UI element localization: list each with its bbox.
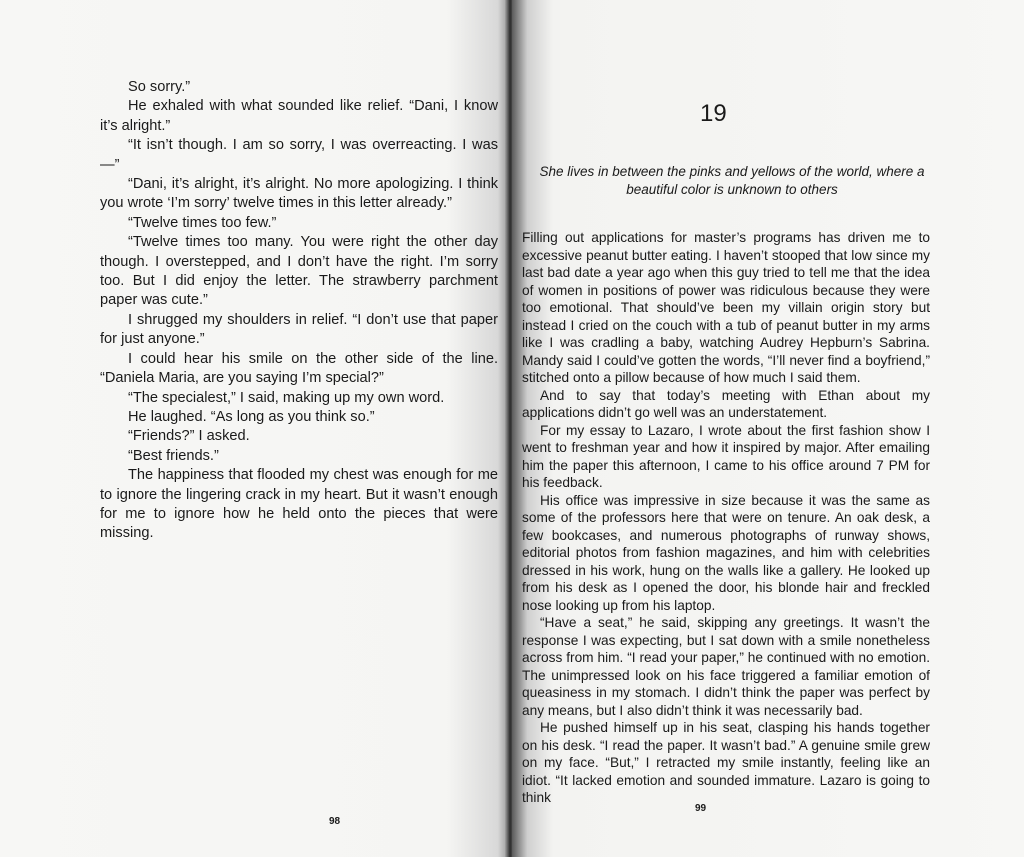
right-paragraph-1: Filling out applications for master’s programs has driven me to excessive peanut butter eating. I haven’t stooped that low since my last bad date a year ago when this guy tried to tell me that the idea of women in positions of power was ridiculous because they were too emotional. That should’ve been my villain origin story but instead I cried on the couch with a tub of peanut butter in my arms like I was cradling a baby, watching Audrey Hepburn’s Sabrina. Mandy said I could’ve gotten the words, “I’ll never find a boyfriend,” stitched onto a pillow because of how much I said them. xyxy=(522,230,930,385)
left-page xyxy=(0,0,508,857)
right-paragraph-2: And to say that today’s meeting with Ethan about my applications didn’t go well was an understatement. xyxy=(522,387,930,420)
left-paragraph-9: “The specialest,” I said, making up my own word. xyxy=(128,389,445,406)
left-paragraph-1: So sorry.” xyxy=(128,79,191,95)
left-paragraph-10: He laughed. “As long as you think so.” xyxy=(128,408,375,425)
right-page-text xyxy=(522,229,930,807)
chapter-number: 19 xyxy=(700,100,727,127)
left-paragraph-3: “It isn’t though. I am so sorry, I was overreacting. I was—” xyxy=(100,137,498,173)
left-page-number: 98 xyxy=(329,816,341,827)
chapter-epigraph: She lives in between the pinks and yellows of the world, where a beautiful color is unknown to others xyxy=(539,164,925,197)
right-paragraph-4: His office was impressive in size because it was the same as some of the professors here that were on tenure. An oak desk, a few bookcases, and numerous photographs of runway shows, editorial photos from fashion magazines, and him with celebrities dressed in his work, hung on the walls like a gallery. He looked up from his desk as I opened the door, his blonde hair and freckled nose looking up from his laptop. xyxy=(522,492,930,613)
left-page-text xyxy=(100,78,498,544)
right-paragraph-6: He pushed himself up in his seat, clasping his hands together on his desk. “I read the paper. It wasn’t bad.” A genuine smile grew on my face. “But,” I retracted my smile instantly, feeling like an idiot. “It lacked emotion and sounded immature. Lazaro is going to think xyxy=(522,720,930,805)
left-paragraph-4: “Dani, it’s alright, it’s alright. No more apologizing. I think you wrote ‘I’m sorry’ twelve times in this letter already.” xyxy=(100,176,498,212)
left-paragraph-8: I could hear his smile on the other side of the line. “Daniela Maria, are you saying I’m special?” xyxy=(100,350,498,387)
left-paragraph-5: “Twelve times too few.” xyxy=(128,214,277,231)
left-paragraph-6: “Twelve times too many. You were right the other day though. I overstepped, and I don’t have the right. I’m sorry too. But I did enjoy the letter. The strawberry parchment paper was cute.” xyxy=(100,234,498,309)
left-paragraph-13: The happiness that flooded my chest was enough for me to ignore the lingering crack in my heart. But it wasn’t enough for me to ignore how he held onto the pieces that were missing. xyxy=(100,467,498,542)
left-paragraph-7: I shrugged my shoulders in relief. “I don’t use that paper for just anyone.” xyxy=(100,311,498,348)
right-paragraph-3: For my essay to Lazaro, I wrote about the first fashion show I went to freshman year and how it inspired by major. After emailing him the paper this afternoon, I came to his office around 7 PM for his feedback. xyxy=(522,422,930,490)
left-paragraph-2: He exhaled with what sounded like relief. “Dani, I know it’s alright.” xyxy=(100,98,498,134)
left-paragraph-11: “Friends?” I asked. xyxy=(128,428,250,445)
right-paragraph-5: “Have a seat,” he said, skipping any greetings. It wasn’t the response I was expecting, but I sat down with a smile nonetheless across from him. “I read your paper,” he continued with no emotion. The unimpressed look on his face triggered a familiar emotion of queasiness in my stomach. I didn’t think the paper was perfect by any means, but I also didn’t think it was necessarily bad. xyxy=(522,615,930,718)
right-page-number: 99 xyxy=(695,803,707,814)
left-paragraph-12: “Best friends.” xyxy=(128,447,219,464)
